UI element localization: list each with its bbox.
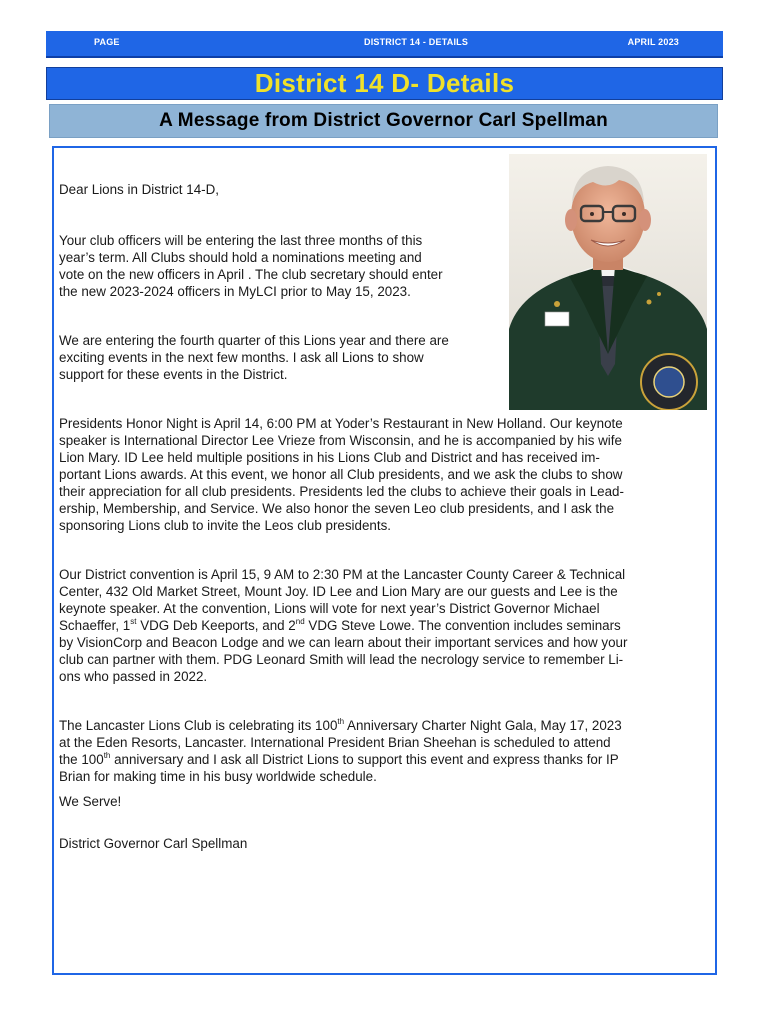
paragraph-line: year’s term. All Clubs should hold a nominations meeting and	[59, 250, 422, 265]
paragraph-line: Schaeffer, 1st VDG Deb Keeports, and 2nd VDG Steve Lowe. The convention includes seminars	[59, 617, 621, 633]
paragraph-line: ons who passed in 2022.	[59, 669, 208, 684]
paragraph-line: portant Lions awards. At this event, we honor all Club presidents, and we ask the clubs to show	[59, 467, 623, 482]
paragraph-line: The Lancaster Lions Club is celebrating its 100th Anniversary Charter Night Gala, May 17, 2023	[59, 717, 622, 733]
paragraph-line: the new 2023-2024 officers in MyLCI prior to May 15, 2023.	[59, 284, 411, 299]
paragraph-line: Presidents Honor Night is April 14, 6:00 PM at Yoder’s Restaurant in New Holland. Our keynote	[59, 416, 623, 431]
page-subtitle: A Message from District Governor Carl Spellman	[159, 110, 608, 131]
title-banner	[46, 67, 723, 100]
header-page-label: PAGE	[94, 37, 120, 47]
letter-closing: We Serve!	[59, 794, 122, 809]
header-date-label: APRIL 2023	[627, 37, 679, 47]
paragraph-line: exciting events in the next few months. I ask all Lions to show	[59, 350, 424, 365]
paragraph-line: their appreciation for all club presidents. Presidents led the clubs to achieve their goals in Lead-	[59, 484, 624, 499]
paragraph-line: the 100th anniversary and I ask all District Lions to support this event and express thanks for IP	[59, 751, 619, 767]
paragraph-line: club can partner with them. PDG Leonard Smith will lead the necrology service to remember Li-	[59, 652, 624, 667]
paragraph-line: keynote speaker. At the convention, Lions will vote for next year’s District Governor Michael	[59, 601, 600, 616]
paragraph-line: support for these events in the District.	[59, 367, 288, 382]
paragraph-line: vote on the new officers in April . The club secretary should enter	[59, 267, 443, 282]
subtitle-banner	[49, 104, 718, 138]
letter-greeting: Dear Lions in District 14-D,	[59, 182, 219, 197]
page-title: District 14 D- Details	[254, 68, 515, 98]
paragraph-line: speaker is International Director Lee Vrieze from Wisconsin, and he is accompanied by his wife	[59, 433, 622, 448]
paragraph-line: We are entering the fourth quarter of this Lions year and there are	[59, 333, 449, 348]
header-section-label: DISTRICT 14 - DETAILS	[364, 37, 469, 47]
letter-signature: District Governor Carl Spellman	[59, 836, 248, 851]
paragraph-line: Brian for making time in his busy worldwide schedule.	[59, 769, 377, 784]
paragraph-line: sponsoring Lions club to invite the Leos club presidents.	[59, 518, 391, 533]
paragraph-line: Lion Mary. ID Lee held multiple positions in his Lions Club and District and has received im-	[59, 450, 600, 465]
page-header-bar	[46, 31, 723, 58]
paragraph-line: Center, 432 Old Market Street, Mount Joy. ID Lee and Lion Mary are our guests and Lee is the	[59, 584, 618, 599]
paragraph-line: by VisionCorp and Beacon Lodge and we can learn about their important services and how your	[59, 635, 628, 650]
paragraph-line: Our District convention is April 15, 9 AM to 2:30 PM at the Lancaster County Career & Technical	[59, 567, 626, 582]
paragraph-line: ership, Membership, and Service. We also honor the seven Leo club presidents, and I ask the	[59, 501, 615, 516]
paragraph-line: Your club officers will be entering the last three months of this	[59, 233, 423, 248]
paragraph-line: at the Eden Resorts, Lancaster. International President Brian Sheehan is scheduled to attend	[59, 735, 611, 750]
